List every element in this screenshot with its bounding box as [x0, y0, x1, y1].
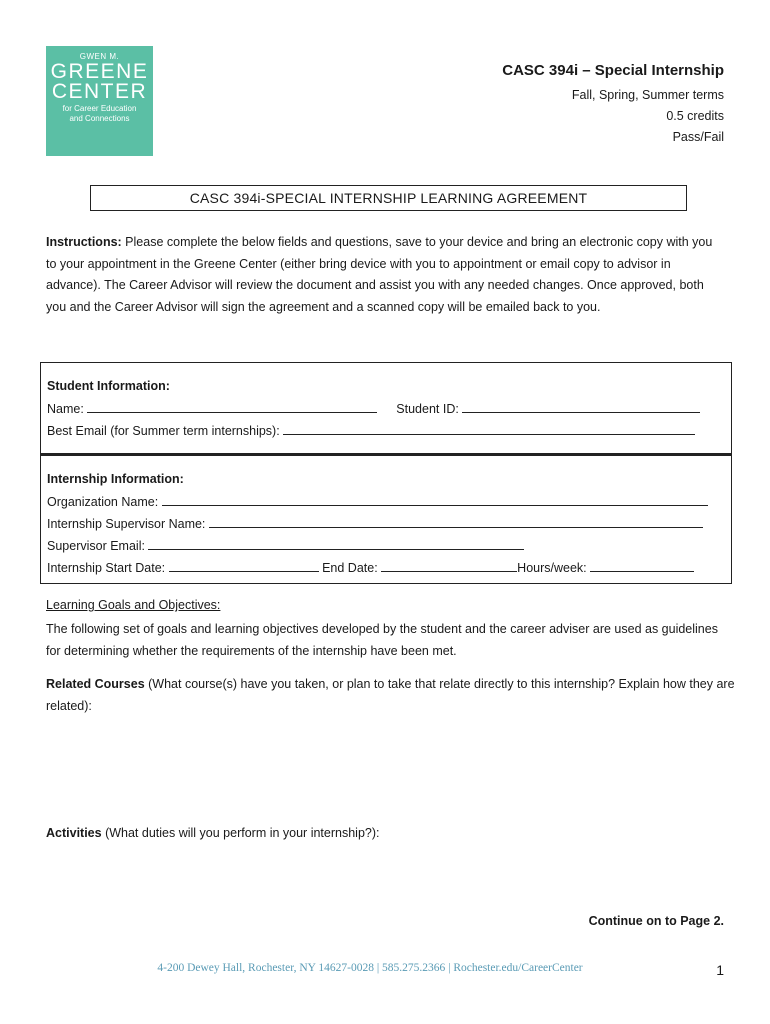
course-header — [502, 62, 724, 148]
instructions-paragraph — [46, 232, 726, 319]
name-field[interactable] — [87, 399, 377, 413]
activities-text: (What duties will you perform in your internship?): — [101, 826, 380, 840]
instructions-label: Instructions: — [46, 235, 122, 249]
student-info-heading — [47, 377, 170, 395]
student-email-row — [47, 421, 695, 440]
agreement-title: CASC 394i-SPECIAL INTERNSHIP LEARNING AGREEMENT — [90, 185, 687, 211]
start-date-field[interactable] — [169, 558, 319, 572]
student-heading: Student Information: — [47, 379, 170, 393]
related-courses-label: Related Courses — [46, 677, 145, 691]
course-terms: Fall, Spring, Summer terms — [571, 88, 724, 102]
course-credits: 0.5 credits — [666, 109, 724, 123]
activities-prompt — [46, 826, 379, 840]
email-field[interactable] — [283, 421, 695, 435]
supervisor-label: Internship Supervisor Name: — [47, 517, 206, 531]
related-courses-prompt — [46, 674, 736, 717]
activities-label: Activities — [46, 826, 102, 840]
supervisor-email-field[interactable] — [148, 536, 524, 550]
logo-line-2: GREENE — [50, 60, 149, 83]
page-number: 1 — [716, 962, 724, 978]
student-id-field[interactable] — [462, 399, 700, 413]
end-date-field[interactable] — [381, 558, 517, 572]
student-name-row — [47, 399, 700, 418]
goals-text: The following set of goals and learning objectives developed by the student and the career adviser are used as guidelines for determining whether the requirements of the internship have been met. — [46, 622, 718, 658]
end-date-label: End Date: — [322, 561, 378, 575]
logo-line-3: CENTER — [51, 80, 148, 103]
student-id-label: Student ID: — [396, 402, 459, 416]
related-courses-text: (What course(s) have you taken, or plan to take that relate directly to this internship? Explain how they are related): — [46, 677, 735, 713]
email-label: Best Email (for Summer term internships): — [47, 424, 280, 438]
course-title: CASC 394i – Special Internship — [502, 62, 724, 79]
organization-label: Organization Name: — [47, 495, 159, 509]
hours-field[interactable] — [590, 558, 694, 572]
student-information-box — [40, 362, 732, 454]
logo-line-5: and Connections — [69, 114, 130, 123]
organization-field[interactable] — [162, 492, 708, 506]
hours-label: Hours/week: — [517, 561, 587, 575]
organization-row — [47, 492, 708, 511]
instructions-text: Please complete the below fields and questions, save to your device and bring an electronic copy with you to your appointment in the Greene Center (either bring device with you to appointment or email copy to advisor in advance). The Career Advisor will review the document and assist you with any needed changes. Once approved, both you and the Career Advisor will sign the agreement and a scanned copy will be emailed back to you. — [46, 235, 713, 315]
supervisor-email-label: Supervisor Email: — [47, 539, 145, 553]
supervisor-email-row — [47, 536, 524, 555]
internship-info-heading — [47, 470, 184, 488]
internship-heading: Internship Information: — [47, 472, 184, 486]
start-date-label: Internship Start Date: — [47, 561, 166, 575]
supervisor-field[interactable] — [209, 514, 703, 528]
continue-note: Continue on to Page 2. — [588, 914, 724, 928]
logo-line-4: for Career Education — [62, 104, 137, 113]
goals-heading: Learning Goals and Objectives: — [46, 598, 221, 612]
course-grading: Pass/Fail — [672, 130, 724, 144]
logo-line-1: GWEN M. — [79, 52, 120, 61]
supervisor-row — [47, 514, 703, 533]
greene-center-logo — [46, 46, 153, 156]
internship-information-box — [40, 454, 732, 584]
name-label: Name: — [47, 402, 84, 416]
dates-row — [47, 558, 694, 577]
footer-address: 4-200 Dewey Hall, Rochester, NY 14627-0028 | 585.275.2366 | Rochester.edu/CareerCenter — [157, 962, 583, 974]
